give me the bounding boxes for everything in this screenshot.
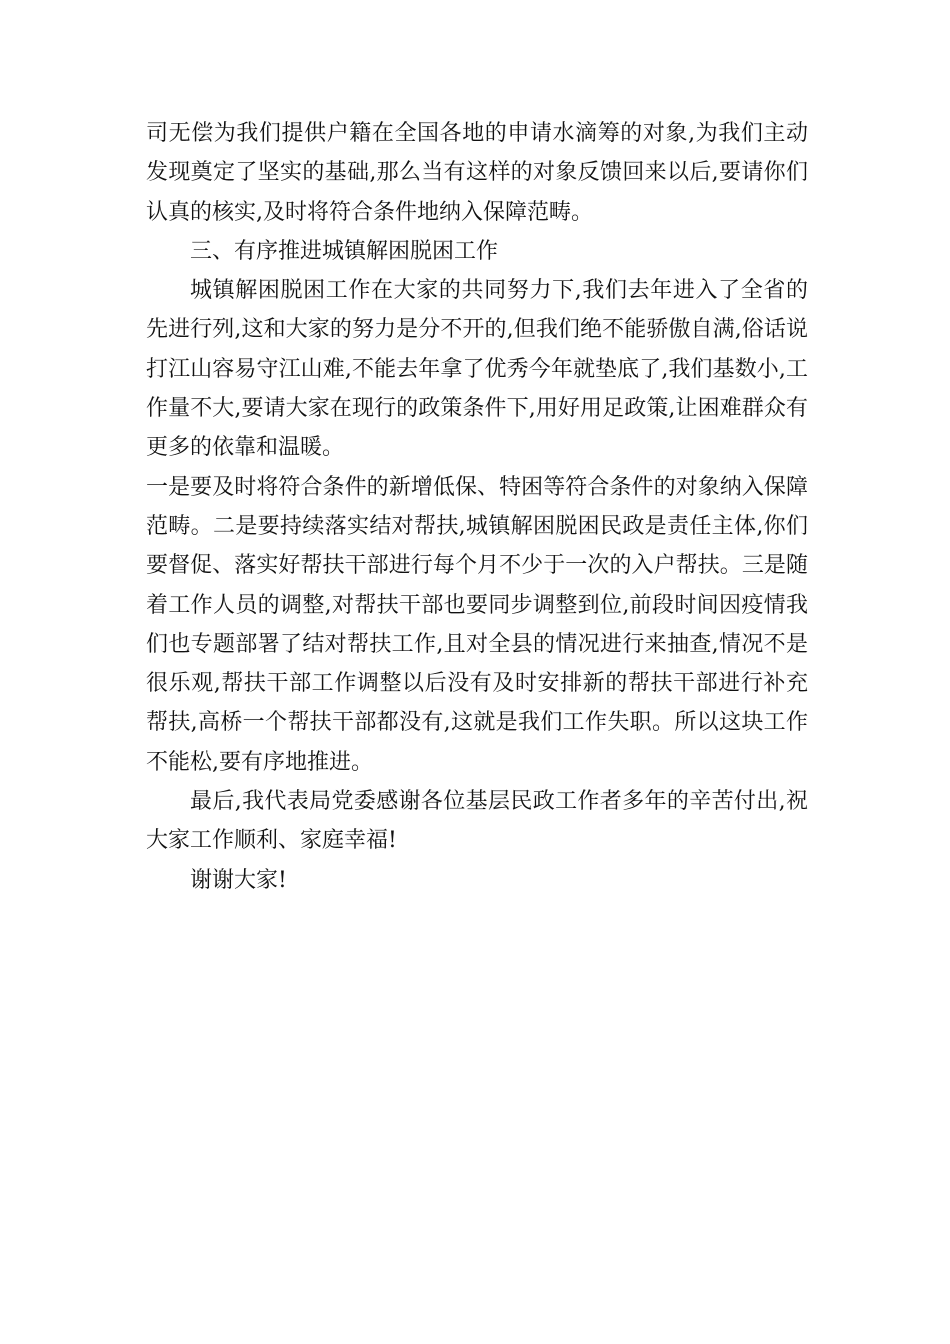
paragraph-urban-relief: 城镇解困脱困工作在大家的共同努力下,我们去年进入了全省的先进行列,这和大家的努力是分不开的,但我们绝不能骄傲自满,俗话说打江山容易守江山难,不能去年拿了优秀今年就垫底了,我们基数小,工作量不大,要请大家在现行的政策条件下,用好用足政策,让困难群众有更多的依靠和温暖。	[146, 278, 808, 461]
paragraph-closing: 最后,我代表局党委感谢各位基层民政工作者多年的辛苦付出,祝大家工作顺利、家庭幸福!	[146, 789, 808, 854]
paragraph-thanks: 谢谢大家!	[190, 867, 287, 893]
paragraph-measures: 一是要及时将符合条件的新增低保、特困等符合条件的对象纳入保障范畴。二是要持续落实结对帮扶,城镇解困脱困民政是责任主体,你们要督促、落实好帮扶干部进行每个月不少于一次的入户帮扶。三是随着工作人员的调整,对帮扶干部也要同步调整到位,前段时间因疫情我们也专题部署了结对帮扶工作,且对全县的情况进行来抽查,情况不是很乐观,帮扶干部工作调整以后没有及时安排新的帮扶干部进行补充帮扶,高桥一个帮扶干部都没有,这就是我们工作失职。所以这块工作不能松,要有序地推进。	[146, 474, 808, 775]
section-heading: 三、有序推进城镇解困脱困工作	[190, 238, 499, 264]
document-page	[146, 114, 808, 900]
paragraph-continued: 司无偿为我们提供户籍在全国各地的申请水滴筹的对象,为我们主动发现奠定了坚实的基础,那么当有这样的对象反馈回来以后,要请你们认真的核实,及时将符合条件地纳入保障范畴。	[146, 121, 808, 225]
